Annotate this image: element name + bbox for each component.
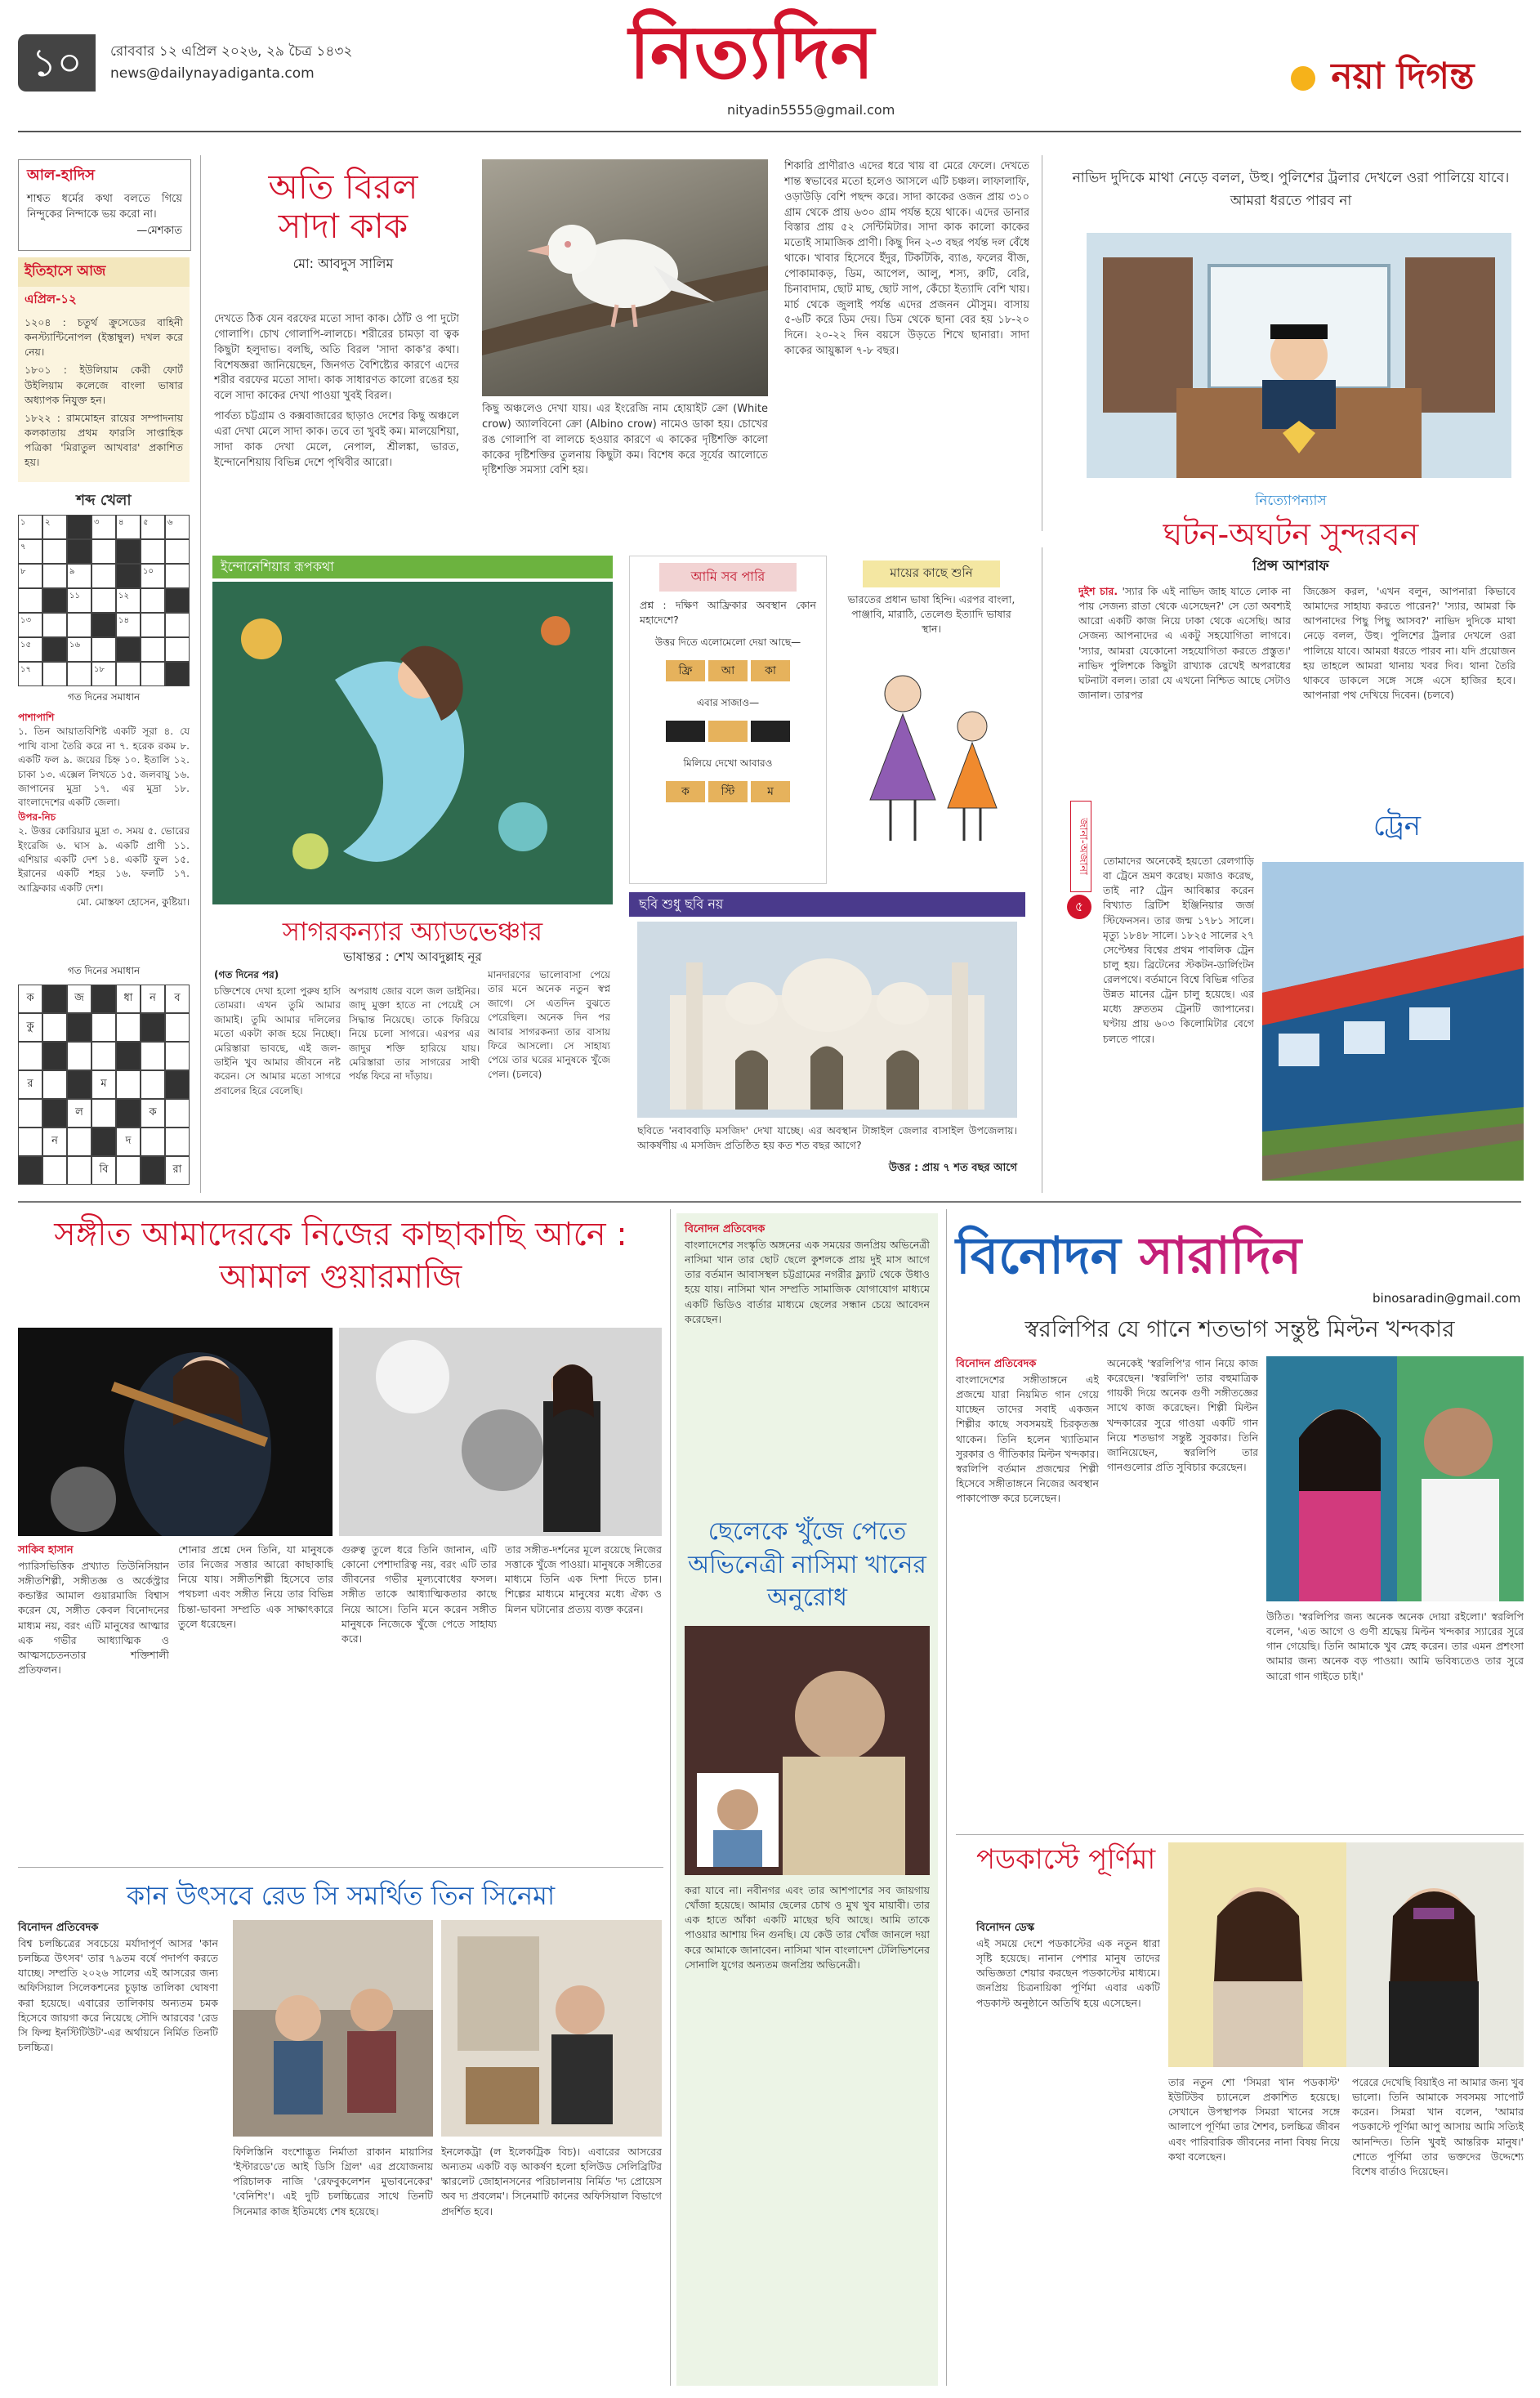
binodon-photo [1266, 1356, 1524, 1601]
cw-cell [116, 539, 141, 564]
history-date: এপ্রিল-১২ [25, 292, 77, 306]
cw-cell[interactable]: ১৮ [92, 662, 116, 686]
binodon-col1: বাংলাদেশের সঙ্গীতাঙ্গনে এই প্রজন্মে যারা নিয়মিত গান গেয়ে যাচ্ছেন তাদের সবাই একজন শিল্পীর কাছে সবসময়ই চিরকৃতজ্ঞ থাকেন। তিনি হলেন খ্যাতিমান সুরকার ও গীতিকার মিল্টন খন্দকার। স্বরলিপি বর্তমান প্রজন্মের শিল্পী হিসেবে সঙ্গীতাঙ্গনে নিজের অবস্থান পাকাপোক্ত করে চলেছেন। [956, 1373, 1099, 1504]
cw-cell[interactable]: ১১ [67, 588, 92, 613]
solution-cell [42, 1099, 67, 1128]
solution-cell [92, 1099, 116, 1128]
nasima-col1: বাংলাদেশের সংস্কৃতি অঙ্গনের এক সময়ের জনপ্রিয় অভিনেত্রী নাসিমা খান তার ছোট ছেলে কুশলকে প্রায় দুই মাস আগে তার বর্তমান আবাসস্থল চট্টগ্রামের নগরীর ফ্ল্যাট থেকে উধাও হয়ে যায়। নাসিমা খান সম্প্রতি সামাজিক যোগাযোগ মাধ্যমে একটি ভিডিও বার্তার মাধ্যমে ছেলের সন্ধান চেয়ে আবেদন করেছেন। [685, 1239, 930, 1325]
solution-cell: ক [18, 985, 42, 1013]
cw-cell[interactable]: ১০ [141, 564, 165, 588]
binodon-col2: অনেকেই 'স্বরলিপি'র গান নিয়ে কাজ করেছেন। 'স্বরলিপি' তার বহুমাত্রিক গায়কী দিয়ে অনেক গুণী সঙ্গীতজ্ঞের সাথে কাজ করেছেন। শিল্পী মিল্টন খন্দকারের সুরে গাওয়া একটি গান নিয়ে শতভাগ সন্তুষ্ট সুরকার। তিনি জানিয়েছেন, স্বরলিপি তার গানগুলোর প্রতি সুবিচার করেছেন। [1107, 1357, 1258, 1473]
crossword-clues [18, 711, 190, 960]
folk-prev: (গত দিনের পর) [214, 969, 279, 980]
novel-title: ঘটন-অঘটন সুন্দরবন [1163, 516, 1419, 552]
solution-cell [42, 1013, 67, 1042]
solution-cell [67, 1042, 92, 1070]
photo-quiz-answer: উত্তর : প্রায় ৭ শত বছর আগে [888, 1162, 1017, 1174]
podcast-byline: বিনোদন ডেস্ক [976, 1922, 1035, 1934]
letters-row-1 [630, 660, 826, 681]
solution-cell: ল [67, 1099, 92, 1128]
solution-cell: বি [92, 1156, 116, 1185]
cw-cell[interactable] [165, 539, 190, 564]
nasima-col2: করা যাবে না। নবীনগর এবং তার আশপাশের সব জায়গায় খোঁজা হয়েছে। আমার ছেলের চোখ ও মুখ খুব মায়াবী। তার এক হাতে আঁকা একটি মাছের ছবি আছে। আমি তাকে পাওয়ার আশায় দিন গুনছি। যে কেউ তার খোঁজ জানলে দয়া করে আমাকে জানাবেন। নাসিমা খান বাংলাদেশ টেলিভিশনের সোনালি যুগের অন্যতম জনপ্রিয় অভিনেত্রী। [685, 1884, 930, 1971]
page-number-badge: ১০ [18, 34, 96, 92]
sun-icon [1291, 66, 1315, 91]
podcast-title: পডকাস্টে পূর্ণিমা [976, 1843, 1156, 1876]
quiz-question: প্রশ্ন : দক্ষিণ আফ্রিকার অবস্থান কোন মহাদেশে? [640, 599, 816, 627]
novel-col1: দুইশ চার. 'স্যার কি এই নাভিদ জাহ যাতে লোক না পায় সেজন্য রাতা থেকে এসেছেন?' সে তো অবশ্যই আরো একটি কাজ নিয়ে ঢাকা থেকে এসেছি। আর সেজন্য আপনাদের এ একটু সহযোগিতা লাগবে। 'স্যার, আমরা যেকোনো সহযোগিতা করতে প্রস্তুত।' নাভিদ পুলিশকে কিছুটা রাখ্যাক রেখেই অপরাধের ঘটনাটা বলল। তারা যে এখনো নিশ্চিত আছে সেটাও জানাল। তারপর [1078, 585, 1291, 701]
cw-cell[interactable]: ৬ [165, 515, 190, 539]
cw-cell[interactable]: ১৪ [116, 613, 141, 637]
cw-cell[interactable]: ১২ [116, 588, 141, 613]
folk-col1: চক্তিশেষে দেখা হলো পুরুষ হাসি তোমরা। এখন তুমি আমার জামাই। তুমি আমার দলিলের মতো একটা কাজ হয়ে নিচ্ছো। মেরিস্তারা ভাবছে, এই জল-ডাইনি খুব আমার জীবনে নষ্ট করেন। সে আমার মতো সাগরে প্রবালের হিরে বেলেছি। [214, 985, 341, 1096]
cw-cell[interactable]: ১৩ [18, 613, 42, 637]
solution-cell [116, 1042, 141, 1070]
solution-cell [67, 1156, 92, 1185]
nasima-byline: বিনোদন প্রতিবেদক [685, 1223, 766, 1235]
across-clues: ১. তিন আয়াতবিশিষ্ট একটি সূরা ৪. যে পাখি বাসা তৈরি করে না ৭. হরেক রকম ৮. একটি ফল ৯. জয়ের চিহ্ন ১০. ইতালি ১২. চাকা ১৩. এক্সেল লিখতে ১৫. জলবায়ু ১৬. জাপানের মুদ্রা ১৭. এর মুদ্রা ১৮. বাংলাদেশের একটি জেলা। [18, 726, 190, 809]
violinist-image [18, 1328, 333, 1536]
solution-cell: ন [141, 985, 165, 1013]
solution-cell [92, 1128, 116, 1156]
cw-cell[interactable]: ১৭ [18, 662, 42, 686]
solution-cell [165, 1042, 190, 1070]
binodon-byline: বিনোদন প্রতিবেদক [956, 1358, 1037, 1370]
solution-cell [18, 1099, 42, 1128]
solution-cell [42, 1042, 67, 1070]
solution-cell [18, 1042, 42, 1070]
letter-tile: ক [666, 781, 705, 802]
solution-cell [18, 1128, 42, 1156]
folk-translator: ভাষান্তর : শেখ আবদুল্লাহ নূর [343, 949, 482, 964]
solution-cell [116, 1013, 141, 1042]
section-email: nityadin5555@gmail.com [727, 102, 895, 118]
history-box [18, 257, 190, 482]
cw-cell[interactable]: ৯ [67, 564, 92, 588]
cw-cell[interactable]: ১৫ [18, 637, 42, 662]
quiz-title: আমি সব পারি [659, 563, 797, 592]
cw-cell[interactable]: ৭ [18, 539, 42, 564]
solution-cell [165, 1070, 190, 1099]
mother-text: ভারতের প্রধান ভাষা হিন্দি। এরপর বাংলা, পাঞ্জাবি, মারাঠি, তেলেগু ইত্যাদি ভাষার স্থান। [847, 593, 1016, 636]
mother-title: মায়ের কাছে শুনি [863, 560, 1000, 587]
cw-cell[interactable] [18, 588, 42, 613]
solution-cell: র [18, 1070, 42, 1099]
crow-author: মো: আবদুস সালিম [292, 256, 394, 271]
binodon-masthead [956, 1217, 1524, 1283]
train-text: তোমাদের অনেকেই হয়তো রেলগাড়ি বা ট্রেনে ভ্রমণ করেছ। মজাও করেছ, তাই না? ট্রেন আবিষ্কার করেন বিখ্যাত ব্রিটিশ ইঞ্জিনিয়ার জর্জ স্টিফেনসন। তার জন্ম ১৭৮১ সালে। মৃত্যু ১৮৪৮ সালে। ১৮২৫ সালের ২৭ সেপ্টেম্বর বিশ্বের প্রথম পাবলিক ট্রেন চালু হয়। ব্রিটেনের স্টকটন-ডার্লিংটন রেলপথে। বর্তমানে বিশ্বে বিভিন্ন গতির উন্নত মানের ট্রেন চালু হয়েছে। এর মধ্যে দ্রুততম ট্রেনটি জাপানের। ঘণ্টায় প্রায় ৬০৩ কিলোমিটার বেগে চলতে পারে। [1103, 855, 1254, 1045]
cw-cell[interactable] [92, 637, 116, 662]
cw-cell [116, 637, 141, 662]
answer-tile[interactable] [666, 721, 705, 742]
cannes-photo-1 [233, 1920, 433, 2137]
cannes-col1: বিশ্ব চলচ্চিত্রের সবচেয়ে মর্যাদাপূর্ণ আসর 'কান চলচ্চিত্র উৎসব' তার ৭৯তম বর্ষে পদার্পণ করতে যাচ্ছে। সম্প্রতি ২০২৬ সালের এই আসরের জন্য অফিসিয়াল সিলেকশনের চূড়ান্ত তালিকা ঘোষণা করা হয়েছে। এবারের তালিকায় অন্যতম চমক হিসেবে জায়গা করে নিয়েছে সৌদি আরবের 'রেড সি ফিল্ম ইনস্টিটিউট'-এর অর্থায়নে নির্মিত তিনটি চলচ্চিত্র। [18, 1937, 218, 2053]
solution-cell: রা [165, 1156, 190, 1185]
cw-cell[interactable] [165, 613, 190, 637]
novel-col2: জিজ্ঞেস করল, 'এখন বলুন, আপনারা কিভাবে আমাদের সাহায্য করতে পারেন?' 'স্যার, আমরা কি আপনাদের পিছু পিছু আসব?' নাভিদ দুদিকে মাথা নেড়ে বলল, উহু। পুলিশের ট্রলার দেখলে ওরা পালিয়ে যাবে। আমরা ধরতে পারব না। যদি প্রয়োজন হয় তাহলে আমরা থানায় খবর দিব। থানা তৈরি থাকবে ডাকলে সঙ্গে সঙ্গে এসে হাজির হবে। আপনারা পথ দেখিয়ে দিবেন। (চলবে) [1303, 585, 1515, 701]
solution-cell [92, 1013, 116, 1042]
solution-cell [116, 1099, 141, 1128]
solution-cell [141, 1156, 165, 1185]
cw-cell [67, 539, 92, 564]
solution-cell [67, 1013, 92, 1042]
solution-cell [141, 1128, 165, 1156]
crow-body-col2: কিছু অঞ্চলেও দেখা যায়। এর ইংরেজি নাম হোয়াইট ক্রো (White crow) অ্যালবিনো ক্রো (Albino crow) নামেও ডাকা হয়। চোখের রঙ গোলাপি বা লালচে হওয়ার কারণে এ কাকের দৃষ্টিশক্তি কালো কাকের দৃষ্টিশক্তির তুলনায় কিছুটা কম। বিশেষ করে সূর্যের আলোতে দৃষ্টিশক্তি সমস্যা বেশি হয়। [482, 403, 768, 477]
nasima-photo [685, 1626, 930, 1875]
novel-illustration [1087, 233, 1511, 478]
solution-cell: ক [141, 1099, 165, 1128]
cw-cell[interactable] [141, 613, 165, 637]
quiz-hint3: মিলিয়ে দেখো আবারও [683, 757, 773, 770]
solution-cell: দ [116, 1128, 141, 1156]
police-office-image [1087, 233, 1511, 478]
amaal-photo-right [339, 1328, 662, 1536]
solution-cell [42, 985, 67, 1013]
cw-cell[interactable] [141, 637, 165, 662]
hadith-text: শাশ্বত ধর্মের কথা বলতে গিয়ে নিন্দুকের নিন্দাকে ভয় করো না। [27, 193, 182, 221]
binodon-title-b: সারাদিন [1139, 1226, 1302, 1285]
hadith-box [18, 159, 191, 251]
amaal-col4: তার সঙ্গীত-দর্শনের মূলে রয়েছে নিজের সত্তাকে খুঁজে পাওয়া। মানুষকে সঙ্গীতের মাধ্যমে তিনি এক দিশা দিতে চান। শিল্পের মাধ্যমে মানুষের মধ্যে ঐক্য ও মিলন ঘটানোর প্রত্যয় ব্যক্ত করেন। [505, 1543, 662, 1615]
letter-tile: ফ্রি [666, 660, 705, 681]
conductor-image [339, 1328, 662, 1536]
solution-cell: জ [67, 985, 92, 1013]
folk-kicker-bar: ইন্দোনেশিয়ার রূপকথা [212, 556, 613, 578]
crow-title: অতি বিরল সাদা কাক [268, 167, 418, 247]
novel-author: প্রিন্স আশরাফ [1252, 558, 1329, 574]
letter-tile: ম [751, 781, 790, 802]
cw-cell[interactable] [92, 588, 116, 613]
train-image [1262, 862, 1524, 1181]
letter-tile: কা [751, 660, 790, 681]
cw-cell[interactable] [67, 662, 92, 686]
cw-cell[interactable] [67, 613, 92, 637]
cw-cell[interactable] [141, 539, 165, 564]
solution-grid [18, 985, 190, 1185]
letter-tile: আ [708, 660, 748, 681]
solution-cell [42, 1070, 67, 1099]
crow-body-col3: শিকারি প্রাণীরাও এদের ধরে খায় বা মেরে ফেলে। দেখতে শান্ত স্বভাবের মতো হলেও আসলে এটি চঞ্চল। লাফালাফি, ওড়াউড়ি বেশি পছন্দ করে। সাদা কাকের ওজন প্রায় ৩১০ গ্রাম থেকে প্রায় ৬৩০ গ্রাম পর্যন্ত হয়ে থাকে। এদের ডানার বিস্তার প্রায় ৫২ সেন্টিমিটার। সাদা কাক কালো কাকের মতোই সামাজিক প্রাণী। কিছু দিন ২-৩ বছর পর্যন্ত দল বেঁধে থাকে। খাবার হিসেবে ইঁদুর, টিকটিকি, ব্যাঙ, ফলের বীজ, পোকামাকড়, ডিম, আপেল, আলু, শস্য, রুটি, বেরি, চিনাবাদাম, ছোট মাছ, ছোট সাপ, কেঁচো ইত্যাদি বেশি খায়। মার্চ থেকে জুলাই পর্যন্ত এদের প্রজনন মৌসুম। বাসায় ৫-৬টি করে ডিম দেয়। ডিম থেকে ছানা বের হয় ১৮-২০ দিনে। ২০-২২ দিন বয়সে উড়তে শিখে ছানারা। সাদা কাকের আয়ুষ্কাল ৭-৮ বছর। [784, 160, 1029, 358]
solution-cell [92, 985, 116, 1013]
solution-cell: ব [165, 985, 190, 1013]
mermaid-illustration [212, 582, 613, 904]
cw-cell[interactable] [141, 662, 165, 686]
cw-cell [116, 564, 141, 588]
cw-cell[interactable] [116, 662, 141, 686]
masthead-email: news@dailynayadiganta.com [110, 65, 315, 82]
solution-cell [92, 1042, 116, 1070]
film-still-2-image [441, 1920, 662, 2137]
podcast-guests-image [1168, 1842, 1524, 2067]
podcast-col3: পরেরে দেখেছি বিয়াইও না আমার জন্য খুব ভালো। তিনি আমাকে সবসময় সাপোর্ট করেন। সিমরা খান বলেন, 'আমার পডকাস্টে পূর্ণিমা আপু আসায় আমি সত্যিই আনন্দিত। তিনি খুবই আন্তরিক মানুষ।' শোতে পূর্ণিমা তার ভক্তদের উদ্দেশ্যে বিশেষ বার্তাও দিয়েছেন। [1352, 2076, 1524, 2177]
binodon-email: binosaradin@gmail.com [1373, 1291, 1521, 1306]
novel-kicker: নিত্যোপন্যাস [1255, 493, 1327, 509]
cannes-col3: ইনলেকট্রা (ল ইলেকট্রিক বিচ)। এবারের আসরের অন্যতম একটি বড় আকর্ষণ হলো হলিউড সেলিব্রিটির স্কারলেট জোহানসনের পরিচালনায় নির্মিত 'দ্য প্রোয়েস অব দ্য প্রবলেম'। সিনেমাটি কানের অফিসিয়াল বিভাগে প্রদর্শিত হবে। [441, 2146, 662, 2217]
singer-composer-image [1266, 1356, 1524, 1601]
solver: মো. মোস্তফা হোসেন, কুষ্টিয়া। [76, 896, 190, 909]
nasima-title: ছেলেকে খুঁজে পেতে অভিনেত্রী নাসিমা খানের অনুরোধ [688, 1517, 926, 1612]
podcast-col1: এই সময়ে দেশে পডকাস্টের এক নতুন ধারা সৃষ্টি হয়েছে। নানান পেশার মানুষ তাদের অভিজ্ঞতা শেয়ার করছেন পডকাস্টের মাধ্যমে। জনপ্রিয় চিত্রনায়িকা পূর্ণিমা এবার একটি পডকাস্ট অনুষ্ঠানে অতিথি হয়ে এসেছেন। [976, 1937, 1160, 2009]
quiz-hint2: এবার সাজাও— [696, 697, 760, 709]
children-drawing [837, 645, 1025, 857]
cw-cell [92, 613, 116, 637]
solution-cell [141, 1070, 165, 1099]
cannes-photo-2 [441, 1920, 662, 2137]
cw-cell[interactable]: ২ [42, 515, 67, 539]
history-item: ১৮০১ : ইউলিয়াম কেরী ফোর্ট উইলিয়াম কলেজে বাংলা ভাষার অধ্যাপক নিযুক্ত হন। [25, 364, 183, 406]
podcast-col2: তার নতুন শো 'সিমরা খান পডকাস্ট' ইউটিউব চ্যানেলে প্রকাশিত হয়েছে। সেখানে উপস্থাপক সিমরা খানের সঙ্গে আলাপে পূর্ণিমা তার শৈশব, চলচ্চিত্র জীবন এবং পারিবারিক জীবনের নানা বিষয় নিয়ে কথা বলেছেন। [1168, 2076, 1340, 2163]
cw-solution-label-top: গত দিনের সমাধান [67, 691, 141, 703]
crossword-title: শব্দ খেলা [76, 492, 132, 509]
cw-cell [42, 588, 67, 613]
cw-cell[interactable]: ৮ [18, 564, 42, 588]
folk-col2: অপরাধ জোর বলে জল ডাইনির। জাদু মুক্তা হাতে না পেয়েই সে সিদ্ধান্ত নিয়েছে। তাকে ফিরিয়ে নিয়ে চলো সাগরে। এরপর এর জাদুর শক্তি হারিয়ে যায়। মেরিস্তারা তার সাগরের সাথী পর্যন্ত ফিরে না দাঁড়ায়। [349, 985, 480, 1083]
cw-cell [42, 637, 67, 662]
quiz-box [629, 556, 827, 884]
solution-cell: ম [92, 1070, 116, 1099]
solution-cell [141, 1013, 165, 1042]
cw-cell[interactable]: ১ [18, 515, 42, 539]
novel-part: দুইশ চার. [1078, 585, 1118, 597]
cw-cell[interactable]: ৪ [116, 515, 141, 539]
history-item: ১২০৪ : চতুর্থ ক্রুসেডের বাহিনী কনস্ট্যান্টিনোপল (ইস্তাম্বুল) দখল করে নেয়। [25, 316, 183, 359]
solution-cell [116, 1156, 141, 1185]
down-title: উপর-নিচ [18, 810, 56, 823]
hadith-source: —মেশকাত [136, 224, 182, 237]
history-item: ১৮২২ : রামমোহন রায়ের সম্পাদনায় কলকাতায় প্রথম ফারসি সাপ্তাহিক পত্রিকা 'মিরাতুল আখবার' প্রকাশিত হয়। [25, 411, 183, 469]
binodon-headline: স্বরলিপির যে গানে শতভাগ সন্তুষ্ট মিল্টন খন্দকার [1024, 1315, 1455, 1342]
cw-cell[interactable] [141, 588, 165, 613]
binodon-title-a: বিনোদন [956, 1226, 1121, 1285]
cw-cell[interactable]: ৫ [141, 515, 165, 539]
solution-cell [18, 1156, 42, 1185]
down-clues: ২. উত্তর কোরিয়ার মুদ্রা ৩. সময় ৫. ভোরের ইংরেজি ৬. ঘাস ৯. একটি প্রাণী ১১. এশিয়ার একটি দেশ ১৪. একটি ফুল ১৫. ইরানের একটি শহর ১৬. ফলটি ১৭. আফ্রিকার একটি দেশ। [18, 825, 190, 894]
mermaid-image [212, 582, 613, 904]
solution-cell [67, 1070, 92, 1099]
solution-cell [116, 1070, 141, 1099]
history-title: ইতিহাসে আজ [18, 257, 190, 287]
quiz-hint1: উত্তর দিতে এলোমেলো দেয়া আছে— [654, 636, 801, 649]
cw-cell [165, 662, 190, 686]
train-kicker: জানা-অজানা [1070, 801, 1091, 892]
hadith-title: আল-হাদিস [27, 167, 96, 184]
letters-row-2 [630, 781, 826, 802]
amaal-col2: শোনার প্রশ্নে দেন তিনি, যা মানুষকে তার নিজের সত্তার আরো কাছাকাছি নিয়ে যায়। সঙ্গীতশিল্পী হিসেবে তার পথচলা এবং সঙ্গীত নিয়ে তার বিভিন্ন চিন্তা-ভাবনা সম্প্রতি এক সাক্ষাৎকারে তুলে ধরেছেন। [178, 1543, 333, 1630]
cw-cell[interactable] [92, 539, 116, 564]
binodon-col3: উঠিত। 'স্বরলিপির জন্য অনেক অনেক দোয়া রইলো।' স্বরলিপি বলেন, 'এত আগে ও গুণী শ্রদ্ধেয় মিল্টন খন্দকার স্যারের সুরে গান গেয়েছি। তিনি আমাকে খুব স্নেহ করেন। তার এমন প্রশংসা আমার জন্য অনেক বড় পাওয়া। আমি ভবিষ্যতেও তার সুরে আরো গান গাইতে চাই।' [1266, 1610, 1524, 1682]
novel-header-quote: নাভিদ দুদিকে মাথা নেড়ে বলল, উহু। পুলিশের ট্রলার দেখলে ওরা পালিয়ে যাবে। আমরা ধরতে পারব না [1072, 170, 1510, 209]
train-title: ট্রেন [1373, 810, 1422, 842]
amaal-byline: সাকিব হাসান [18, 1544, 74, 1556]
cannes-title: কান উৎসবে রেড সি সমর্থিত তিন সিনেমা [126, 1880, 556, 1911]
white-crow-image [482, 159, 768, 396]
cw-cell[interactable] [92, 564, 116, 588]
masthead [0, 0, 1540, 139]
cannes-byline: বিনোদন প্রতিবেদক [18, 1922, 99, 1934]
folk-title: সাগরকন্যার অ্যাডভেঞ্চার [282, 916, 543, 947]
amaal-col1: প্যারিসভিত্তিক প্রখ্যাত তিউনিসিয়ান সঙ্গীতশিল্পী, সঙ্গীতজ্ঞ ও অর্কেস্ট্রার কন্ডাক্টর আমাল গুয়ারমাজি বিশ্বাস করেন যে, সঙ্গীত কেবল বিনোদনের মাধ্যম নয়, বরং এটি মানুষের আত্মার এক গভীর আধ্যাত্মিক ও আত্মসচেতনতার শক্তিশালী প্রতিফলন। [18, 1560, 169, 1676]
crossword-grid [18, 515, 190, 686]
cw-cell[interactable] [42, 539, 67, 564]
cw-cell[interactable]: ১৬ [67, 637, 92, 662]
cw-cell [67, 515, 92, 539]
amaal-title: সঙ্গীত আমাদেরকে নিজের কাছাকাছি আনে : আমাল গুয়ারমাজি [54, 1216, 627, 1296]
train-number: ৫ [1067, 895, 1091, 919]
mother-box [837, 556, 1025, 882]
cannes-col2: ফিলিস্তিনি বংশোদ্ভূত নির্মাতা রাকান মায়াসির 'ইস্টারডে'তে আই ডিসি গ্রিল' এর প্রযোজনায় পরিচালক নাজি 'রেফবুকলেশন মুভাবনেকের' 'বেনিশিং'। এই দুটি চলচ্চিত্রের সাথে তিনটি সিনেমার কাজ ইতিমধ্যে শেষ হয়েছে। [233, 2146, 433, 2217]
photo-quiz-title: ছবি শুধু ছবি নয় [629, 892, 1025, 917]
masthead-date: রোববার ১২ এপ্রিল ২০২৬, ২৯ চৈত্র ১৪৩২ [110, 43, 353, 60]
across-title: পাশাপাশি [18, 712, 55, 723]
solution-cell [165, 1099, 190, 1128]
mosque-image [637, 922, 1017, 1118]
solution-cell [165, 1013, 190, 1042]
crow-body-col1: দেখতে ঠিক যেন বরফের মতো সাদা কাক। ঠোঁট ও পা দুটো গোলাপি। চোখ গোলাপি-লালচে। শরীরের চামড়া বা ত্বক কিছুটা হলুদাভ। বলছি, অতি বিরল 'সাদা কাক'র কথা। বিশেষজ্ঞরা জানিয়েছেন, জিনগত বৈশিষ্ট্যের কারণে এদের শরীর বরফের মতো সাদা। কাক সাধারণত কালো রঙের হয় বলে সাদা কাকের দেখা পাওয়া খুবই বিরল। পার্বত্য চট্টগ্রাম ও কক্সবাজারের ছাড়াও দেশের কিছু অঞ্চলে এরা দেখা মেলে সাদা কাক। তবে তা খুবই কম। মালয়েশিয়া, সাদা কাক দেখা মেলে, নেপাল, শ্রীলঙ্কা, ভারত, ইন্দোনেশিয়ায় বিভিন্ন দেশে পৃথিবীর আরো। [214, 313, 459, 469]
podcast-photo [1168, 1842, 1524, 2067]
cw-cell[interactable] [165, 637, 190, 662]
section-title: নিত্যদিন [629, 10, 874, 96]
solution-cell: ন [42, 1128, 67, 1156]
letter-tile: স্টি [708, 781, 748, 802]
solution-cell [42, 1156, 67, 1185]
folk-col3: মানদারণের ভালোবাসা পেয়ে তার মনে অনেক নতুন স্বপ্ন জাগে। সে এতদিন বুঝতে পেরেছিল। অনেক দিন পর আবার সাগরকন্যা তার বাসায় ফিরে আসলো। সে সাহায্য পেয়ে তার ঘরের মানুষকে খুঁজে পেল। (চলবে) [488, 969, 610, 1080]
cw-cell[interactable] [42, 662, 67, 686]
answer-tile[interactable] [708, 721, 748, 742]
film-still-1-image [233, 1920, 433, 2137]
mosque-photo [637, 922, 1017, 1118]
cw-cell[interactable] [165, 564, 190, 588]
solution-cell: কু [18, 1013, 42, 1042]
photo-quiz-caption: ছবিতে 'নবাববাড়ি মসজিদ' দেখা যাচ্ছে। এর অবস্থান টাঙ্গাইল জেলার বাসাইল উপজেলায়। আকর্ষণীয় এ মসজিদ প্রতিষ্ঠিত হয় কত শত বছর আগে? [637, 1124, 1017, 1152]
nasima-image [685, 1626, 930, 1875]
crow-photo [482, 159, 768, 396]
amaal-col3: গুরুত্ব তুলে ধরে তিনি জানান, এটি কোনো পেশাদারিত্ব নয়, বরং এটি তার জীবনের গভীর মূল্যবোধের ফসল। সঙ্গীত তাকে আধ্যাত্মিকতার কাছে নিয়ে আসে। তিনি মনে করেন সঙ্গীত মানুষকে নিজেকে খুঁজে পেতে সাহায্য করে। [341, 1543, 497, 1645]
answer-tile[interactable] [751, 721, 790, 742]
cw-cell[interactable]: ৩ [92, 515, 116, 539]
solution-cell [141, 1042, 165, 1070]
solution-cell: ধা [116, 985, 141, 1013]
solution-cell [67, 1128, 92, 1156]
cw-cell[interactable] [42, 613, 67, 637]
solution-cell [165, 1128, 190, 1156]
cw-solution-label: গত দিনের সমাধান [67, 965, 141, 976]
cw-cell [165, 588, 190, 613]
amaal-photo-left [18, 1328, 333, 1536]
paper-logo: নয়া দিগন্ত [1291, 49, 1474, 109]
answer-row [630, 721, 826, 742]
train-photo [1262, 862, 1524, 1181]
cw-cell[interactable] [42, 564, 67, 588]
